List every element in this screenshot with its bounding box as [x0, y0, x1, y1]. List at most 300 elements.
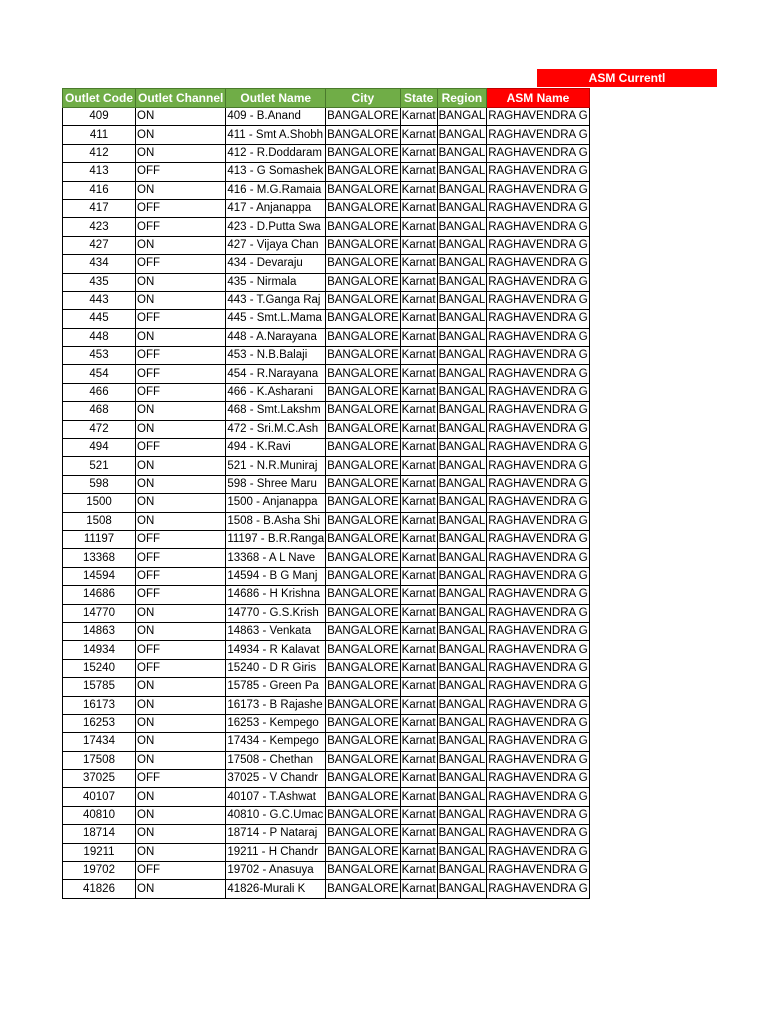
cell-outlet-channel[interactable]: OFF: [136, 310, 226, 328]
cell-asm-name[interactable]: RAGHAVENDRA G: [487, 696, 589, 714]
cell-region[interactable]: BANGAL: [437, 788, 487, 806]
cell-region[interactable]: BANGAL: [437, 457, 487, 475]
cell-region[interactable]: BANGAL: [437, 678, 487, 696]
cell-outlet-channel[interactable]: ON: [136, 825, 226, 843]
cell-outlet-code[interactable]: 17508: [63, 751, 136, 769]
cell-asm-name[interactable]: RAGHAVENDRA G: [487, 236, 589, 254]
cell-outlet-code[interactable]: 16253: [63, 714, 136, 732]
cell-outlet-channel[interactable]: ON: [136, 806, 226, 824]
cell-state[interactable]: Karnat: [400, 788, 437, 806]
cell-state[interactable]: Karnat: [400, 420, 437, 438]
cell-outlet-code[interactable]: 598: [63, 475, 136, 493]
cell-city[interactable]: BANGALORE: [326, 402, 401, 420]
cell-outlet-channel[interactable]: OFF: [136, 862, 226, 880]
cell-region[interactable]: BANGAL: [437, 328, 487, 346]
cell-outlet-code[interactable]: 17434: [63, 733, 136, 751]
cell-region[interactable]: BANGAL: [437, 199, 487, 217]
cell-state[interactable]: Karnat: [400, 678, 437, 696]
cell-city[interactable]: BANGALORE: [326, 806, 401, 824]
cell-outlet-code[interactable]: 14686: [63, 586, 136, 604]
cell-outlet-name[interactable]: 15240 - D R Giris: [226, 659, 326, 677]
cell-outlet-name[interactable]: 14770 - G.S.Krish: [226, 604, 326, 622]
cell-region[interactable]: BANGAL: [437, 770, 487, 788]
cell-state[interactable]: Karnat: [400, 365, 437, 383]
cell-state[interactable]: Karnat: [400, 291, 437, 309]
cell-outlet-name[interactable]: 17508 - Chethan: [226, 751, 326, 769]
cell-asm-name[interactable]: RAGHAVENDRA G: [487, 678, 589, 696]
cell-asm-name[interactable]: RAGHAVENDRA G: [487, 659, 589, 677]
cell-outlet-name[interactable]: 409 - B.Anand: [226, 108, 326, 126]
cell-outlet-name[interactable]: 598 - Shree Maru: [226, 475, 326, 493]
cell-state[interactable]: Karnat: [400, 751, 437, 769]
cell-state[interactable]: Karnat: [400, 622, 437, 640]
cell-outlet-channel[interactable]: ON: [136, 457, 226, 475]
cell-city[interactable]: BANGALORE: [326, 770, 401, 788]
cell-city[interactable]: BANGALORE: [326, 255, 401, 273]
cell-outlet-channel[interactable]: ON: [136, 420, 226, 438]
cell-outlet-name[interactable]: 16253 - Kempego: [226, 714, 326, 732]
cell-outlet-channel[interactable]: OFF: [136, 255, 226, 273]
cell-state[interactable]: Karnat: [400, 825, 437, 843]
cell-outlet-channel[interactable]: OFF: [136, 586, 226, 604]
cell-city[interactable]: BANGALORE: [326, 236, 401, 254]
cell-state[interactable]: Karnat: [400, 862, 437, 880]
cell-asm-name[interactable]: RAGHAVENDRA G: [487, 347, 589, 365]
cell-state[interactable]: Karnat: [400, 126, 437, 144]
cell-outlet-code[interactable]: 14934: [63, 641, 136, 659]
cell-city[interactable]: BANGALORE: [326, 549, 401, 567]
cell-asm-name[interactable]: RAGHAVENDRA G: [487, 714, 589, 732]
cell-outlet-channel[interactable]: OFF: [136, 659, 226, 677]
cell-region[interactable]: BANGAL: [437, 549, 487, 567]
cell-region[interactable]: BANGAL: [437, 347, 487, 365]
cell-state[interactable]: Karnat: [400, 806, 437, 824]
cell-city[interactable]: BANGALORE: [326, 457, 401, 475]
cell-city[interactable]: BANGALORE: [326, 199, 401, 217]
cell-asm-name[interactable]: RAGHAVENDRA G: [487, 641, 589, 659]
header-asm-name[interactable]: ASM Name: [487, 89, 589, 108]
cell-outlet-name[interactable]: 14594 - B G Manj: [226, 567, 326, 585]
cell-outlet-name[interactable]: 19702 - Anasuya: [226, 862, 326, 880]
cell-region[interactable]: BANGAL: [437, 420, 487, 438]
cell-region[interactable]: BANGAL: [437, 439, 487, 457]
cell-outlet-name[interactable]: 411 - Smt A.Shobh: [226, 126, 326, 144]
cell-outlet-name[interactable]: 453 - N.B.Balaji: [226, 347, 326, 365]
cell-asm-name[interactable]: RAGHAVENDRA G: [487, 862, 589, 880]
cell-outlet-code[interactable]: 11197: [63, 530, 136, 548]
cell-outlet-channel[interactable]: ON: [136, 512, 226, 530]
cell-region[interactable]: BANGAL: [437, 825, 487, 843]
cell-outlet-channel[interactable]: OFF: [136, 347, 226, 365]
cell-city[interactable]: BANGALORE: [326, 714, 401, 732]
cell-outlet-name[interactable]: 40107 - T.Ashwat: [226, 788, 326, 806]
cell-outlet-name[interactable]: 1508 - B.Asha Shi: [226, 512, 326, 530]
cell-outlet-name[interactable]: 16173 - B Rajashe: [226, 696, 326, 714]
cell-outlet-channel[interactable]: ON: [136, 236, 226, 254]
cell-outlet-code[interactable]: 13368: [63, 549, 136, 567]
cell-state[interactable]: Karnat: [400, 255, 437, 273]
cell-state[interactable]: Karnat: [400, 144, 437, 162]
cell-city[interactable]: BANGALORE: [326, 843, 401, 861]
cell-outlet-name[interactable]: 1500 - Anjanappa: [226, 494, 326, 512]
cell-outlet-channel[interactable]: ON: [136, 678, 226, 696]
cell-city[interactable]: BANGALORE: [326, 530, 401, 548]
cell-state[interactable]: Karnat: [400, 163, 437, 181]
cell-state[interactable]: Karnat: [400, 843, 437, 861]
cell-outlet-code[interactable]: 411: [63, 126, 136, 144]
cell-outlet-name[interactable]: 18714 - P Nataraj: [226, 825, 326, 843]
cell-outlet-name[interactable]: 435 - Nirmala: [226, 273, 326, 291]
header-outlet-channel[interactable]: Outlet Channel: [136, 89, 226, 108]
cell-outlet-name[interactable]: 40810 - G.C.Umac: [226, 806, 326, 824]
cell-outlet-channel[interactable]: ON: [136, 788, 226, 806]
cell-city[interactable]: BANGALORE: [326, 439, 401, 457]
cell-region[interactable]: BANGAL: [437, 255, 487, 273]
cell-outlet-name[interactable]: 521 - N.R.Muniraj: [226, 457, 326, 475]
cell-region[interactable]: BANGAL: [437, 126, 487, 144]
cell-region[interactable]: BANGAL: [437, 862, 487, 880]
cell-asm-name[interactable]: RAGHAVENDRA G: [487, 291, 589, 309]
cell-city[interactable]: BANGALORE: [326, 347, 401, 365]
cell-outlet-name[interactable]: 468 - Smt.Lakshm: [226, 402, 326, 420]
cell-asm-name[interactable]: RAGHAVENDRA G: [487, 567, 589, 585]
cell-city[interactable]: BANGALORE: [326, 825, 401, 843]
cell-outlet-code[interactable]: 434: [63, 255, 136, 273]
cell-state[interactable]: Karnat: [400, 439, 437, 457]
cell-region[interactable]: BANGAL: [437, 843, 487, 861]
cell-city[interactable]: BANGALORE: [326, 383, 401, 401]
header-outlet-code[interactable]: Outlet Code: [63, 89, 136, 108]
cell-city[interactable]: BANGALORE: [326, 696, 401, 714]
cell-state[interactable]: Karnat: [400, 181, 437, 199]
cell-outlet-name[interactable]: 412 - R.Doddaram: [226, 144, 326, 162]
cell-outlet-code[interactable]: 423: [63, 218, 136, 236]
cell-outlet-channel[interactable]: OFF: [136, 770, 226, 788]
cell-outlet-name[interactable]: 14686 - H Krishna: [226, 586, 326, 604]
cell-asm-name[interactable]: RAGHAVENDRA G: [487, 273, 589, 291]
cell-city[interactable]: BANGALORE: [326, 328, 401, 346]
cell-outlet-channel[interactable]: OFF: [136, 218, 226, 236]
cell-outlet-code[interactable]: 18714: [63, 825, 136, 843]
cell-outlet-code[interactable]: 472: [63, 420, 136, 438]
cell-state[interactable]: Karnat: [400, 641, 437, 659]
cell-state[interactable]: Karnat: [400, 475, 437, 493]
cell-outlet-name[interactable]: 472 - Sri.M.C.Ash: [226, 420, 326, 438]
cell-asm-name[interactable]: RAGHAVENDRA G: [487, 439, 589, 457]
cell-outlet-channel[interactable]: OFF: [136, 163, 226, 181]
cell-state[interactable]: Karnat: [400, 696, 437, 714]
cell-state[interactable]: Karnat: [400, 383, 437, 401]
cell-outlet-name[interactable]: 41826-Murali K: [226, 880, 326, 898]
cell-city[interactable]: BANGALORE: [326, 641, 401, 659]
cell-outlet-channel[interactable]: ON: [136, 328, 226, 346]
cell-region[interactable]: BANGAL: [437, 144, 487, 162]
cell-asm-name[interactable]: RAGHAVENDRA G: [487, 181, 589, 199]
cell-asm-name[interactable]: RAGHAVENDRA G: [487, 806, 589, 824]
cell-asm-name[interactable]: RAGHAVENDRA G: [487, 310, 589, 328]
cell-state[interactable]: Karnat: [400, 549, 437, 567]
cell-outlet-name[interactable]: 413 - G Somashek: [226, 163, 326, 181]
cell-outlet-code[interactable]: 14770: [63, 604, 136, 622]
cell-region[interactable]: BANGAL: [437, 108, 487, 126]
header-city[interactable]: City: [326, 89, 401, 108]
cell-asm-name[interactable]: RAGHAVENDRA G: [487, 880, 589, 898]
cell-region[interactable]: BANGAL: [437, 494, 487, 512]
cell-city[interactable]: BANGALORE: [326, 163, 401, 181]
cell-outlet-name[interactable]: 11197 - B.R.Ranga: [226, 530, 326, 548]
cell-outlet-code[interactable]: 494: [63, 439, 136, 457]
cell-outlet-name[interactable]: 416 - M.G.Ramaia: [226, 181, 326, 199]
cell-outlet-code[interactable]: 521: [63, 457, 136, 475]
cell-outlet-code[interactable]: 1500: [63, 494, 136, 512]
cell-city[interactable]: BANGALORE: [326, 567, 401, 585]
cell-city[interactable]: BANGALORE: [326, 678, 401, 696]
cell-state[interactable]: Karnat: [400, 604, 437, 622]
cell-region[interactable]: BANGAL: [437, 163, 487, 181]
cell-outlet-channel[interactable]: OFF: [136, 365, 226, 383]
cell-asm-name[interactable]: RAGHAVENDRA G: [487, 788, 589, 806]
cell-region[interactable]: BANGAL: [437, 604, 487, 622]
cell-outlet-name[interactable]: 14934 - R Kalavat: [226, 641, 326, 659]
cell-outlet-channel[interactable]: OFF: [136, 549, 226, 567]
cell-outlet-name[interactable]: 423 - D.Putta Swa: [226, 218, 326, 236]
cell-region[interactable]: BANGAL: [437, 659, 487, 677]
cell-outlet-channel[interactable]: ON: [136, 402, 226, 420]
cell-outlet-code[interactable]: 1508: [63, 512, 136, 530]
cell-outlet-code[interactable]: 19211: [63, 843, 136, 861]
cell-outlet-channel[interactable]: OFF: [136, 530, 226, 548]
cell-outlet-channel[interactable]: ON: [136, 880, 226, 898]
cell-asm-name[interactable]: RAGHAVENDRA G: [487, 420, 589, 438]
cell-city[interactable]: BANGALORE: [326, 475, 401, 493]
cell-outlet-code[interactable]: 448: [63, 328, 136, 346]
cell-region[interactable]: BANGAL: [437, 530, 487, 548]
cell-outlet-channel[interactable]: ON: [136, 622, 226, 640]
cell-outlet-code[interactable]: 453: [63, 347, 136, 365]
cell-region[interactable]: BANGAL: [437, 402, 487, 420]
cell-state[interactable]: Karnat: [400, 310, 437, 328]
cell-region[interactable]: BANGAL: [437, 641, 487, 659]
cell-asm-name[interactable]: RAGHAVENDRA G: [487, 825, 589, 843]
cell-asm-name[interactable]: RAGHAVENDRA G: [487, 770, 589, 788]
cell-outlet-channel[interactable]: OFF: [136, 199, 226, 217]
cell-state[interactable]: Karnat: [400, 273, 437, 291]
cell-outlet-channel[interactable]: ON: [136, 273, 226, 291]
cell-outlet-code[interactable]: 454: [63, 365, 136, 383]
cell-region[interactable]: BANGAL: [437, 218, 487, 236]
cell-state[interactable]: Karnat: [400, 586, 437, 604]
cell-city[interactable]: BANGALORE: [326, 108, 401, 126]
cell-city[interactable]: BANGALORE: [326, 310, 401, 328]
cell-outlet-channel[interactable]: ON: [136, 843, 226, 861]
cell-region[interactable]: BANGAL: [437, 383, 487, 401]
cell-outlet-code[interactable]: 15785: [63, 678, 136, 696]
cell-outlet-channel[interactable]: OFF: [136, 567, 226, 585]
cell-outlet-channel[interactable]: ON: [136, 751, 226, 769]
cell-outlet-code[interactable]: 19702: [63, 862, 136, 880]
cell-region[interactable]: BANGAL: [437, 181, 487, 199]
cell-city[interactable]: BANGALORE: [326, 273, 401, 291]
cell-outlet-name[interactable]: 445 - Smt.L.Mama: [226, 310, 326, 328]
cell-outlet-code[interactable]: 41826: [63, 880, 136, 898]
cell-outlet-code[interactable]: 40810: [63, 806, 136, 824]
cell-region[interactable]: BANGAL: [437, 696, 487, 714]
cell-city[interactable]: BANGALORE: [326, 751, 401, 769]
cell-outlet-name[interactable]: 454 - R.Narayana: [226, 365, 326, 383]
cell-region[interactable]: BANGAL: [437, 512, 487, 530]
cell-outlet-channel[interactable]: ON: [136, 475, 226, 493]
cell-outlet-code[interactable]: 14594: [63, 567, 136, 585]
cell-state[interactable]: Karnat: [400, 530, 437, 548]
cell-city[interactable]: BANGALORE: [326, 733, 401, 751]
cell-state[interactable]: Karnat: [400, 402, 437, 420]
header-outlet-name[interactable]: Outlet Name: [226, 89, 326, 108]
cell-city[interactable]: BANGALORE: [326, 144, 401, 162]
header-state[interactable]: State: [400, 89, 437, 108]
cell-outlet-channel[interactable]: ON: [136, 291, 226, 309]
cell-region[interactable]: BANGAL: [437, 880, 487, 898]
cell-region[interactable]: BANGAL: [437, 733, 487, 751]
cell-outlet-name[interactable]: 448 - A.Narayana: [226, 328, 326, 346]
cell-outlet-name[interactable]: 15785 - Green Pa: [226, 678, 326, 696]
cell-outlet-name[interactable]: 14863 - Venkata: [226, 622, 326, 640]
cell-outlet-code[interactable]: 413: [63, 163, 136, 181]
cell-outlet-code[interactable]: 37025: [63, 770, 136, 788]
cell-city[interactable]: BANGALORE: [326, 365, 401, 383]
cell-asm-name[interactable]: RAGHAVENDRA G: [487, 843, 589, 861]
cell-state[interactable]: Karnat: [400, 733, 437, 751]
cell-asm-name[interactable]: RAGHAVENDRA G: [487, 586, 589, 604]
cell-region[interactable]: BANGAL: [437, 273, 487, 291]
cell-region[interactable]: BANGAL: [437, 291, 487, 309]
cell-asm-name[interactable]: RAGHAVENDRA G: [487, 604, 589, 622]
cell-city[interactable]: BANGALORE: [326, 880, 401, 898]
cell-asm-name[interactable]: RAGHAVENDRA G: [487, 328, 589, 346]
cell-asm-name[interactable]: RAGHAVENDRA G: [487, 163, 589, 181]
cell-outlet-code[interactable]: 14863: [63, 622, 136, 640]
cell-state[interactable]: Karnat: [400, 236, 437, 254]
cell-city[interactable]: BANGALORE: [326, 291, 401, 309]
cell-state[interactable]: Karnat: [400, 770, 437, 788]
cell-region[interactable]: BANGAL: [437, 806, 487, 824]
cell-outlet-name[interactable]: 466 - K.Asharani: [226, 383, 326, 401]
cell-outlet-code[interactable]: 15240: [63, 659, 136, 677]
cell-asm-name[interactable]: RAGHAVENDRA G: [487, 218, 589, 236]
cell-asm-name[interactable]: RAGHAVENDRA G: [487, 549, 589, 567]
cell-asm-name[interactable]: RAGHAVENDRA G: [487, 108, 589, 126]
cell-outlet-name[interactable]: 443 - T.Ganga Raj: [226, 291, 326, 309]
cell-outlet-name[interactable]: 37025 - V Chandr: [226, 770, 326, 788]
cell-outlet-channel[interactable]: ON: [136, 696, 226, 714]
cell-asm-name[interactable]: RAGHAVENDRA G: [487, 383, 589, 401]
cell-state[interactable]: Karnat: [400, 494, 437, 512]
cell-asm-name[interactable]: RAGHAVENDRA G: [487, 144, 589, 162]
cell-asm-name[interactable]: RAGHAVENDRA G: [487, 751, 589, 769]
cell-state[interactable]: Karnat: [400, 512, 437, 530]
cell-city[interactable]: BANGALORE: [326, 126, 401, 144]
cell-outlet-channel[interactable]: ON: [136, 126, 226, 144]
cell-outlet-channel[interactable]: ON: [136, 604, 226, 622]
cell-outlet-code[interactable]: 427: [63, 236, 136, 254]
cell-asm-name[interactable]: RAGHAVENDRA G: [487, 457, 589, 475]
cell-city[interactable]: BANGALORE: [326, 512, 401, 530]
cell-city[interactable]: BANGALORE: [326, 181, 401, 199]
cell-state[interactable]: Karnat: [400, 199, 437, 217]
cell-region[interactable]: BANGAL: [437, 236, 487, 254]
cell-region[interactable]: BANGAL: [437, 751, 487, 769]
cell-outlet-name[interactable]: 17434 - Kempego: [226, 733, 326, 751]
cell-outlet-channel[interactable]: ON: [136, 494, 226, 512]
cell-asm-name[interactable]: RAGHAVENDRA G: [487, 199, 589, 217]
cell-outlet-code[interactable]: 468: [63, 402, 136, 420]
cell-outlet-channel[interactable]: OFF: [136, 383, 226, 401]
cell-outlet-name[interactable]: 494 - K.Ravi: [226, 439, 326, 457]
cell-outlet-channel[interactable]: OFF: [136, 439, 226, 457]
cell-outlet-channel[interactable]: ON: [136, 181, 226, 199]
cell-state[interactable]: Karnat: [400, 567, 437, 585]
header-region[interactable]: Region: [437, 89, 487, 108]
cell-state[interactable]: Karnat: [400, 714, 437, 732]
cell-region[interactable]: BANGAL: [437, 567, 487, 585]
cell-city[interactable]: BANGALORE: [326, 862, 401, 880]
cell-region[interactable]: BANGAL: [437, 622, 487, 640]
cell-outlet-channel[interactable]: ON: [136, 144, 226, 162]
cell-city[interactable]: BANGALORE: [326, 586, 401, 604]
cell-region[interactable]: BANGAL: [437, 310, 487, 328]
cell-state[interactable]: Karnat: [400, 218, 437, 236]
cell-outlet-name[interactable]: 417 - Anjanappa: [226, 199, 326, 217]
cell-asm-name[interactable]: RAGHAVENDRA G: [487, 255, 589, 273]
cell-outlet-code[interactable]: 443: [63, 291, 136, 309]
cell-asm-name[interactable]: RAGHAVENDRA G: [487, 126, 589, 144]
cell-outlet-name[interactable]: 427 - Vijaya Chan: [226, 236, 326, 254]
cell-outlet-name[interactable]: 13368 - A L Nave: [226, 549, 326, 567]
cell-outlet-code[interactable]: 416: [63, 181, 136, 199]
cell-outlet-code[interactable]: 409: [63, 108, 136, 126]
cell-asm-name[interactable]: RAGHAVENDRA G: [487, 494, 589, 512]
cell-state[interactable]: Karnat: [400, 659, 437, 677]
cell-state[interactable]: Karnat: [400, 880, 437, 898]
cell-city[interactable]: BANGALORE: [326, 622, 401, 640]
cell-state[interactable]: Karnat: [400, 328, 437, 346]
cell-outlet-code[interactable]: 16173: [63, 696, 136, 714]
cell-outlet-channel[interactable]: ON: [136, 108, 226, 126]
cell-outlet-channel[interactable]: ON: [136, 714, 226, 732]
cell-city[interactable]: BANGALORE: [326, 218, 401, 236]
cell-outlet-code[interactable]: 466: [63, 383, 136, 401]
cell-region[interactable]: BANGAL: [437, 586, 487, 604]
cell-outlet-code[interactable]: 445: [63, 310, 136, 328]
cell-outlet-name[interactable]: 19211 - H Chandr: [226, 843, 326, 861]
cell-asm-name[interactable]: RAGHAVENDRA G: [487, 530, 589, 548]
cell-state[interactable]: Karnat: [400, 108, 437, 126]
cell-outlet-code[interactable]: 435: [63, 273, 136, 291]
cell-state[interactable]: Karnat: [400, 347, 437, 365]
cell-city[interactable]: BANGALORE: [326, 788, 401, 806]
cell-city[interactable]: BANGALORE: [326, 420, 401, 438]
cell-state[interactable]: Karnat: [400, 457, 437, 475]
cell-region[interactable]: BANGAL: [437, 714, 487, 732]
cell-asm-name[interactable]: RAGHAVENDRA G: [487, 622, 589, 640]
cell-city[interactable]: BANGALORE: [326, 494, 401, 512]
cell-asm-name[interactable]: RAGHAVENDRA G: [487, 512, 589, 530]
cell-city[interactable]: BANGALORE: [326, 604, 401, 622]
cell-outlet-channel[interactable]: OFF: [136, 641, 226, 659]
cell-region[interactable]: BANGAL: [437, 475, 487, 493]
cell-asm-name[interactable]: RAGHAVENDRA G: [487, 402, 589, 420]
cell-asm-name[interactable]: RAGHAVENDRA G: [487, 475, 589, 493]
cell-outlet-code[interactable]: 417: [63, 199, 136, 217]
